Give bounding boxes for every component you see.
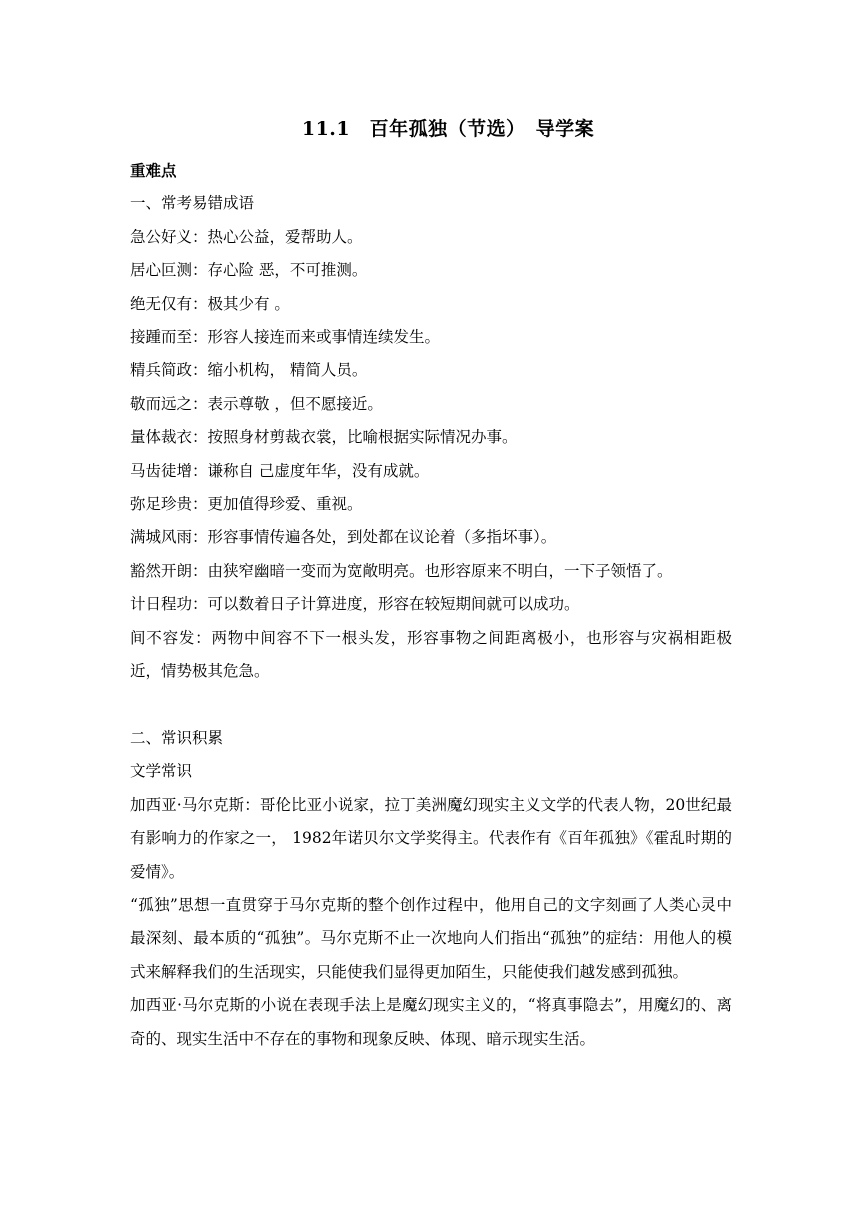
paragraph-technique: 加西亚·马尔克斯的小说在表现手法上是魔幻现实主义的，“将真事隐去”，用魔幻的、离奇的、现实生活中不存在的事物和现象反映、体现、暗示现实生活。 [130, 996, 732, 1048]
spacer [130, 689, 732, 722]
idiom-item: 豁然开朗：由狭窄幽暗一变而为宽敞明亮。也形容原来不明白，一下子领悟了。 [130, 561, 673, 580]
document-title: 11.1 百年孤独（节选） 导学案 [301, 118, 595, 140]
idiom-item: 计日程功：可以数着日子计算进度，形容在较短期间就可以成功。 [130, 595, 580, 614]
paragraph-author: 加西亚·马尔克斯：哥伦比亚小说家，拉丁美洲魔幻现实主义文学的代表人物，20世纪最有影响力的作家之一， 1982年诺贝尔文学奖得主。代表作有《百年孤独》《霍乱时期的爱情》。 [130, 795, 732, 881]
part2-heading: 二、常识积累 [130, 728, 224, 747]
idiom-item: 绝无仅有：极其少有 。 [130, 294, 290, 313]
idiom-item: 量体裁衣：按照身材剪裁衣裳，比喻根据实际情况办事。 [130, 428, 518, 447]
idiom-item: 弥足珍贵：更加值得珍爱、重视。 [130, 495, 363, 514]
idiom-item-last: 间不容发：两物中间容不下一根头发，形容事物之间距离极小，也形容与灾祸相距极近，情势极其危急。 [130, 628, 732, 681]
part1-heading: 一、常考易错成语 [130, 194, 255, 213]
idiom-item: 居心叵测：存心险 恶，不可推测。 [130, 261, 368, 280]
idiom-item: 精兵简政：缩小机构， 精简人员。 [130, 361, 368, 380]
paragraph-loneliness: “孤独”思想一直贯穿于马尔克斯的整个创作过程中，他用自己的文字刻画了人类心灵中最深刻、最本质的“孤独”。马尔克斯不止一次地向人们指出“孤独”的症结：用他人的模式来解释我们的生活现实，只能使我们显得更加陌生，只能使我们越发感到孤独。 [130, 895, 732, 981]
idiom-item: 急公好义：热心公益，爱帮助人。 [130, 227, 363, 246]
idiom-item: 马齿徒增：谦称自 己虚度年华，没有成就。 [130, 461, 430, 480]
part2-subheading: 文学常识 [130, 762, 193, 781]
section-heading: 重难点 [130, 161, 177, 180]
idiom-item: 敬而远之：表示尊敬 ，但不愿接近。 [130, 394, 383, 413]
idiom-item: 接踵而至：形容人接连而来或事情连续发生。 [130, 328, 441, 347]
idiom-item: 满城风雨：形容事情传遍各处，到处都在议论着（多指坏事）。 [130, 528, 557, 547]
